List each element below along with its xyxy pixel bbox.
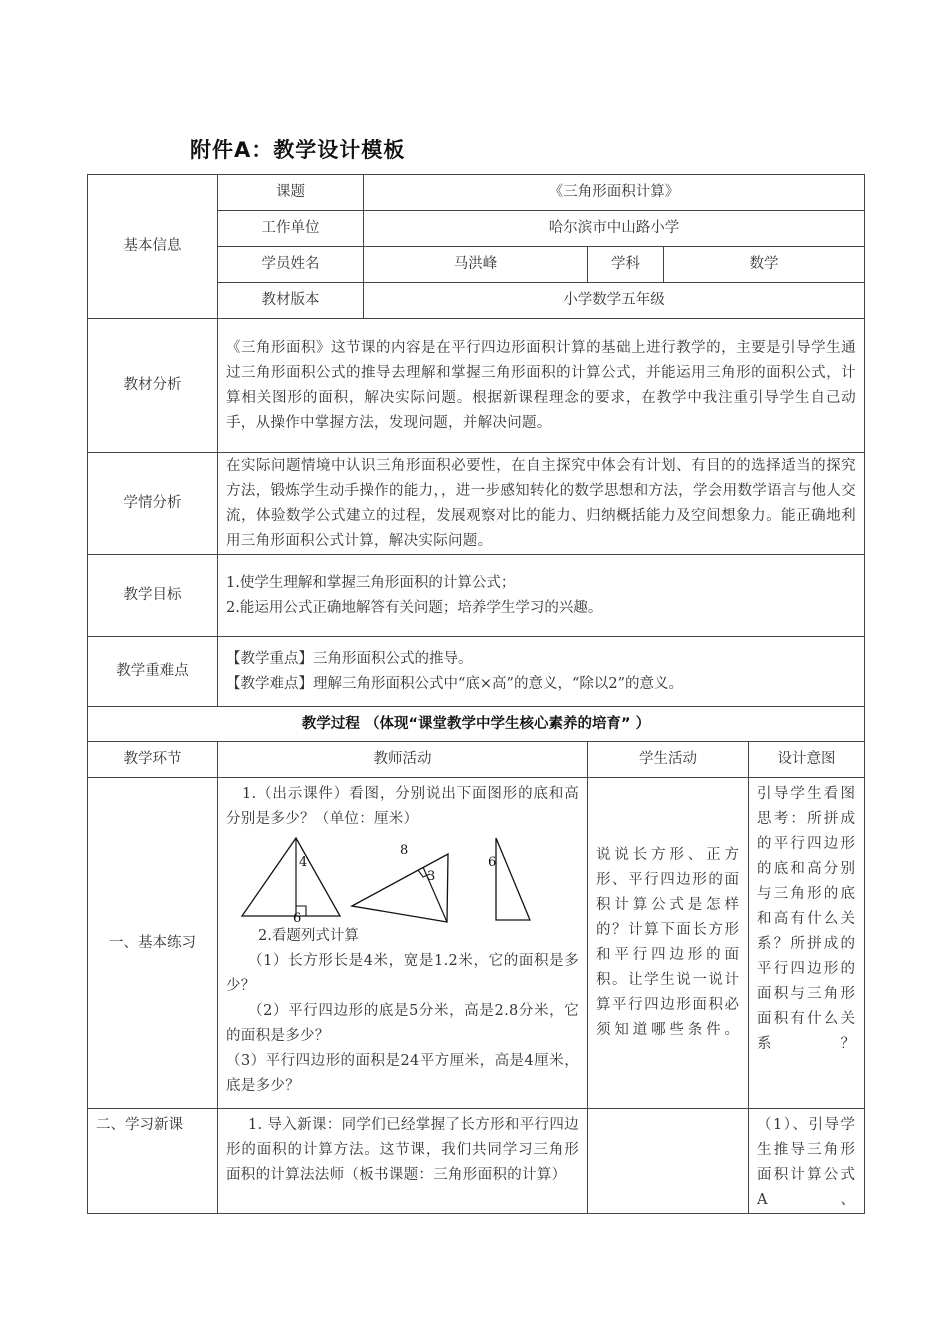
edition-value: 小学数学五年级: [364, 283, 865, 319]
unit-label: 工作单位: [218, 211, 364, 247]
stage-2-teacher: 1. 导入新课：同学们已经掌握了长方形和平行四边形的面积的计算方法。这节课，我们共同学习三角形面积的计算法法师（板书课题：三角形面积的计算）: [218, 1109, 588, 1214]
fig-b-height-label: 3: [427, 869, 436, 884]
basic-info-label: 基本信息: [88, 175, 218, 319]
fig-c-side-label: 6: [488, 855, 497, 870]
exercise-2-item-2: （2）平行四边形的底是5分米，高是2.8分米，它的面积是多少？: [226, 1003, 579, 1044]
exercise-1-text: 1.（出示课件）看图，分别说出下面图形的底和高分别是多少？（单位：厘米）: [226, 786, 579, 827]
col-stage: 教学环节: [88, 742, 218, 778]
material-analysis-label: 教材分析: [88, 319, 218, 453]
stage-2-student: [588, 1109, 749, 1214]
key-points-content: [218, 637, 865, 707]
stage-1-label: 一、基本练习: [88, 778, 218, 1109]
unit-value: 哈尔滨市中山路小学: [364, 211, 865, 247]
learner-analysis-label: 学情分析: [88, 453, 218, 555]
exercise-2-item-3: （3）平行四边形的面积是24平方厘米，高是4厘米，底是多少？: [226, 1053, 579, 1094]
key-points-label: 教学重难点: [88, 637, 218, 707]
exercise-2-item-1: （1）长方形长是4米，宽是1.2米，它的面积是多少？: [226, 953, 579, 994]
stage-1-intent: 引导学生看图思考：所拼成的平行四边形的底和高分别与三角形的底和高有什么关系？所拼成的平行四边形的面积与三角形面积有什么关系？: [749, 778, 865, 1109]
page-title: 附件A：教学设计模板: [190, 138, 406, 162]
col-intent: 设计意图: [749, 742, 865, 778]
objectives-label: 教学目标: [88, 555, 218, 637]
lesson-design-table: [87, 174, 865, 1214]
key-point-line-1: 【教学重点】三角形面积公式的推导。: [226, 650, 473, 667]
triangle-figures: [224, 832, 564, 924]
fig-a-base-label: 6: [293, 911, 302, 924]
subject-value: 数学: [664, 247, 865, 283]
subject-label: 学科: [588, 247, 664, 283]
stage-1-teacher: [218, 778, 588, 1109]
stage-2-intent: （1）、引导学生推导三角形面积计算公式 A、: [749, 1109, 865, 1214]
material-analysis-text: 《三角形面积》这节课的内容是在平行四边形面积计算的基础上进行教学的，主要是引导学生通过三角形面积公式的推导去理解和掌握三角形面积的计算公式，并能运用三角形的面积公式，计算相关图形的面积，解决实际问题。根据新课程理念的要求，在教学中我注重引导学生自己动手，从操作中掌握方法，发现问题，并解决问题。: [218, 319, 865, 453]
col-student: 学生活动: [588, 742, 749, 778]
col-teacher: 教师活动: [218, 742, 588, 778]
exercise-2-heading: 2.看题列式计算: [258, 928, 359, 944]
stage-1-student: 说说长方形、正方形、平行四边形的面积计算公式是怎样的？计算下面长方形和平行四边形的面积。让学生说一说计算平行四边形面积必须知道哪些条件。: [588, 778, 749, 1109]
objective-line-2: 2.能运用公式正确地解答有关问题；培养学生学习的兴趣。: [226, 599, 603, 616]
edition-label: 教材版本: [218, 283, 364, 319]
objectives-content: [218, 555, 865, 637]
process-heading: 教学过程 （体现“课堂教学中学生核心素养的培育” ）: [88, 707, 865, 742]
topic-label: 课题: [218, 175, 364, 211]
stage-2-label: 二、学习新课: [88, 1109, 218, 1214]
fig-a-height-label: 4: [299, 855, 308, 870]
learner-analysis-text: 在实际问题情境中认识三角形面积必要性，在自主探究中体会有计划、有目的的选择适当的探究方法，锻炼学生动手操作的能力，，进一步感知转化的数学思想和方法，学会用数学语言与他人交流，体验数学公式建立的过程，发展观察对比的能力、归纳概括能力及空间想象力。能正确地利用三角形面积公式计算，解决实际问题。: [218, 453, 865, 555]
name-label: 学员姓名: [218, 247, 364, 283]
topic-value: 《三角形面积计算》: [364, 175, 865, 211]
objective-line-1: 1.使学生理解和掌握三角形面积的计算公式；: [226, 574, 516, 591]
fig-b-top-label: 8: [400, 843, 409, 858]
key-point-line-2: 【教学难点】理解三角形面积公式中“底×高”的意义，“除以2”的意义。: [226, 675, 684, 692]
name-value: 马洪峰: [364, 247, 588, 283]
